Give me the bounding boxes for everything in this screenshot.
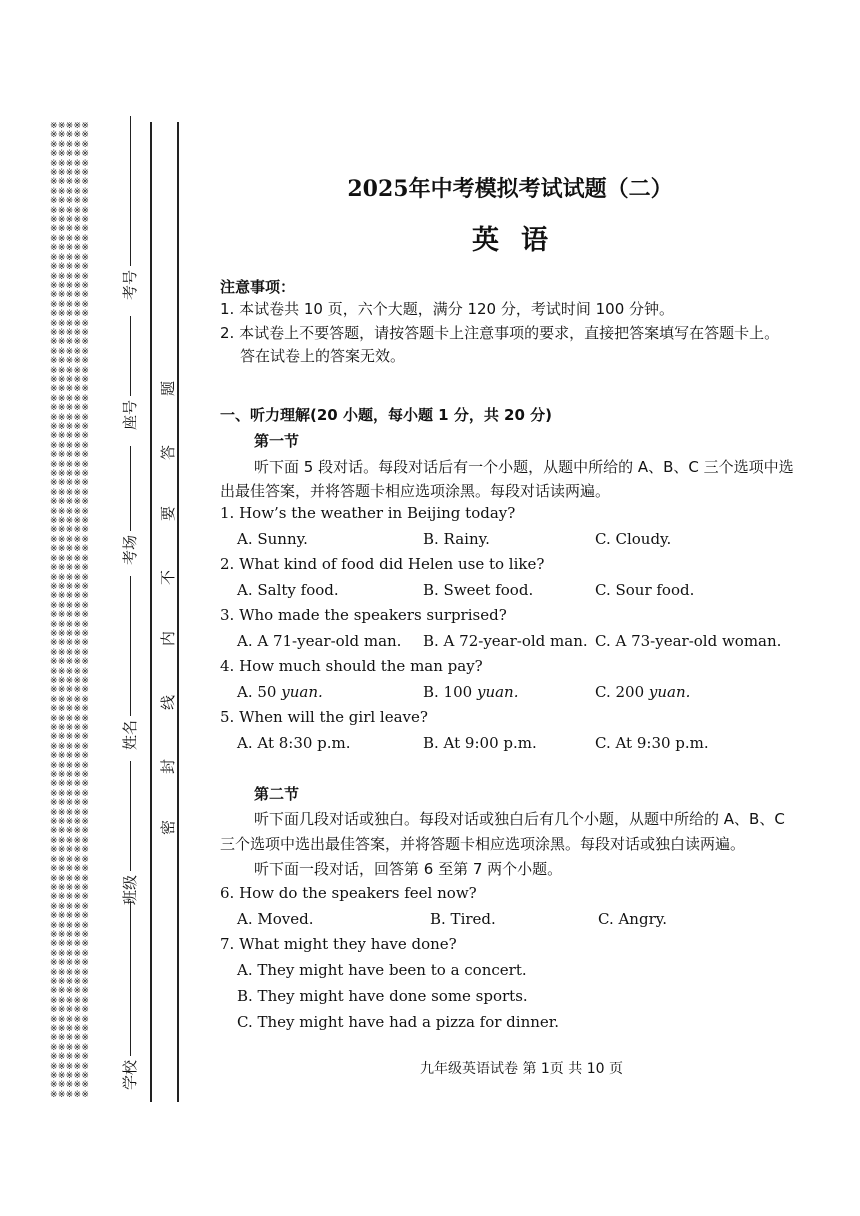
part2-instruction-line: 听下面一段对话，回答第 6 至第 7 两个小题。 <box>254 860 563 878</box>
q3-option-a[interactable]: A. A 71-year-old man. <box>237 632 402 650</box>
seat-number-field[interactable] <box>119 316 140 430</box>
part-heading: 第一节 <box>254 432 300 450</box>
q4-option-a-value: A. 50 <box>237 683 277 701</box>
question-3: 3. Who made the speakers surprised? <box>220 606 507 624</box>
q1-option-a[interactable]: A. Sunny. <box>237 530 308 548</box>
seal-char: 线 <box>159 694 178 711</box>
notes-item-2: 2. 本试卷上不要答题，请按答题卡上注意事项的要求，直接把答案填写在答题卡上。 <box>220 324 780 342</box>
q4-option-b-value: B. 100 <box>423 683 473 701</box>
class-label: 班级 <box>121 874 139 905</box>
seal-char: 要 <box>159 505 178 522</box>
class-field[interactable] <box>119 761 140 905</box>
page-footer: 九年级英语试卷 第 1页 共 10 页 <box>420 1061 623 1077</box>
q7-option-c[interactable]: C. They might have had a pizza for dinner. <box>237 1013 560 1031</box>
binding-outer-line <box>177 122 179 1102</box>
q7-option-a[interactable]: A. They might have been to a concert. <box>237 961 527 979</box>
q4-option-b[interactable] <box>423 683 519 701</box>
part-heading: 第二节 <box>254 785 300 803</box>
seal-char: 不 <box>159 569 178 586</box>
q3-option-b[interactable]: B. A 72-year-old man. <box>423 632 588 650</box>
question-1: 1. How’s the weather in Beijing today? <box>220 504 516 522</box>
notes-heading: 注意事项： <box>220 278 296 296</box>
seal-char: 答 <box>159 444 178 461</box>
section-heading: 一、听力理解(20 小题，每小题 1 分，共 20 分) <box>220 406 553 424</box>
seal-char: 封 <box>159 758 178 775</box>
exam-room-field[interactable] <box>119 446 140 565</box>
binding-inner-line <box>150 122 152 1102</box>
part1-instruction-line: 听下面 5 段对话。每段对话后有一个小题，从题中所给的 A、B、C 三个选项中选 <box>254 458 794 476</box>
q2-option-c[interactable]: C. Sour food. <box>595 581 695 599</box>
name-label: 姓名 <box>121 719 139 750</box>
school-label: 学校 <box>121 1059 139 1090</box>
seal-char: 内 <box>159 630 178 647</box>
exam-number-label: 考号 <box>121 269 139 300</box>
question-6: 6. How do the speakers feel now? <box>220 884 477 902</box>
notes-item-1: 1. 本试卷共 10 页，六个大题，满分 120 分，考试时间 100 分钟。 <box>220 300 675 318</box>
seal-char: 题 <box>159 380 178 397</box>
question-5: 5. When will the girl leave? <box>220 708 428 726</box>
binding-star-border: ※※※※※ ※※※※※ ※※※※※ ※※※※※ ※※※※※ ※※※※※ ※※※※※ ※※※※※ ※※※※※ ※※※※※ ※※※※※ ※※※※※ ※※※※※ ※※※※※ ※※※※※ ※※※※※ ※※※※※ ※※※※※ ※※※※※ ※※※※※ ※※※※※ ※※※※※ ※※※※※ ※※※※※ ※※※※※ ※※※※※ ※※※※※ ※※※※※ ※※※※※ ※※※※※ ※※※※※ ※※※※※ ※※※※※ ※※※※※ ※※※※※ ※※※※※ ※※※※※ ※※※※※ ※※※※※ ※※※※※ ※※※※※ ※※※※※ ※※※※※ ※※※※※ ※※※※※ ※※※※※ ※※※※※ ※※※※※ ※※※※※ ※※※※※ ※※※※※ ※※※※※ ※※※※※ ※※※※※ ※※※※※ ※※※※※ ※※※※※ ※※※※※ ※※※※※ ※※※※※ ※※※※※ ※※※※※ ※※※※※ ※※※※※ ※※※※※ ※※※※※ ※※※※※ ※※※※※ ※※※※※ ※※※※※ ※※※※※ ※※※※※ ※※※※※ ※※※※※ ※※※※※ ※※※※※ ※※※※※ ※※※※※ ※※※※※ ※※※※※ ※※※※※ ※※※※※ ※※※※※ ※※※※※ ※※※※※ ※※※※※ ※※※※※ ※※※※※ ※※※※※ ※※※※※ ※※※※※ ※※※※※ ※※※※※ ※※※※※ ※※※※※ ※※※※※ ※※※※※ ※※※※※ ※※※※※ ※※※※※ ※※※※※ ※※※※※ ※※※※※ ※※※※※ <box>50 122 90 1100</box>
currency-unit: yuan. <box>281 683 323 701</box>
name-field[interactable] <box>119 576 140 750</box>
q7-option-b[interactable]: B. They might have done some sports. <box>237 987 528 1005</box>
seal-char: 密 <box>159 819 178 836</box>
question-2: 2. What kind of food did Helen use to like? <box>220 555 545 573</box>
part2-instruction-line: 听下面几段对话或独白。每段对话或独白后有几个小题，从题中所给的 A、B、C <box>254 810 785 828</box>
q5-option-a[interactable]: A. At 8:30 p.m. <box>237 734 351 752</box>
currency-unit: yuan. <box>476 683 519 701</box>
q3-option-c[interactable]: C. A 73-year-old woman. <box>595 632 782 650</box>
q4-option-a[interactable] <box>237 683 323 701</box>
q2-option-a[interactable]: A. Salty food. <box>237 581 339 599</box>
seat-number-label: 座号 <box>121 399 139 430</box>
exam-room-label: 考场 <box>121 534 139 565</box>
q6-option-a[interactable]: A. Moved. <box>237 910 314 928</box>
school-field[interactable] <box>119 901 140 1090</box>
subject-title: 英语 <box>472 225 570 256</box>
exam-number-field[interactable] <box>119 116 140 300</box>
q1-option-b[interactable]: B. Rainy. <box>423 530 490 548</box>
q2-option-b[interactable]: B. Sweet food. <box>423 581 534 599</box>
q5-option-c[interactable]: C. At 9:30 p.m. <box>595 734 709 752</box>
part1-instruction-line: 出最佳答案，并将答题卡相应选项涂黑。每段对话读两遍。 <box>220 482 611 500</box>
exam-title: 2025年中考模拟考试试题（二） <box>347 176 673 202</box>
q6-option-c[interactable]: C. Angry. <box>598 910 667 928</box>
q4-option-c-value: C. 200 <box>595 683 645 701</box>
q4-option-c[interactable] <box>595 683 690 701</box>
part2-instruction-line: 三个选项中选出最佳答案，并将答题卡相应选项涂黑。每段对话或独白读两遍。 <box>220 835 746 853</box>
question-7: 7. What might they have done? <box>220 935 457 953</box>
q1-option-c[interactable]: C. Cloudy. <box>595 530 672 548</box>
q5-option-b[interactable]: B. At 9:00 p.m. <box>423 734 537 752</box>
question-4: 4. How much should the man pay? <box>220 657 483 675</box>
notes-item-2-continued: 答在试卷上的答案无效。 <box>240 347 406 365</box>
currency-unit: yuan. <box>648 683 691 701</box>
q6-option-b[interactable]: B. Tired. <box>430 910 496 928</box>
